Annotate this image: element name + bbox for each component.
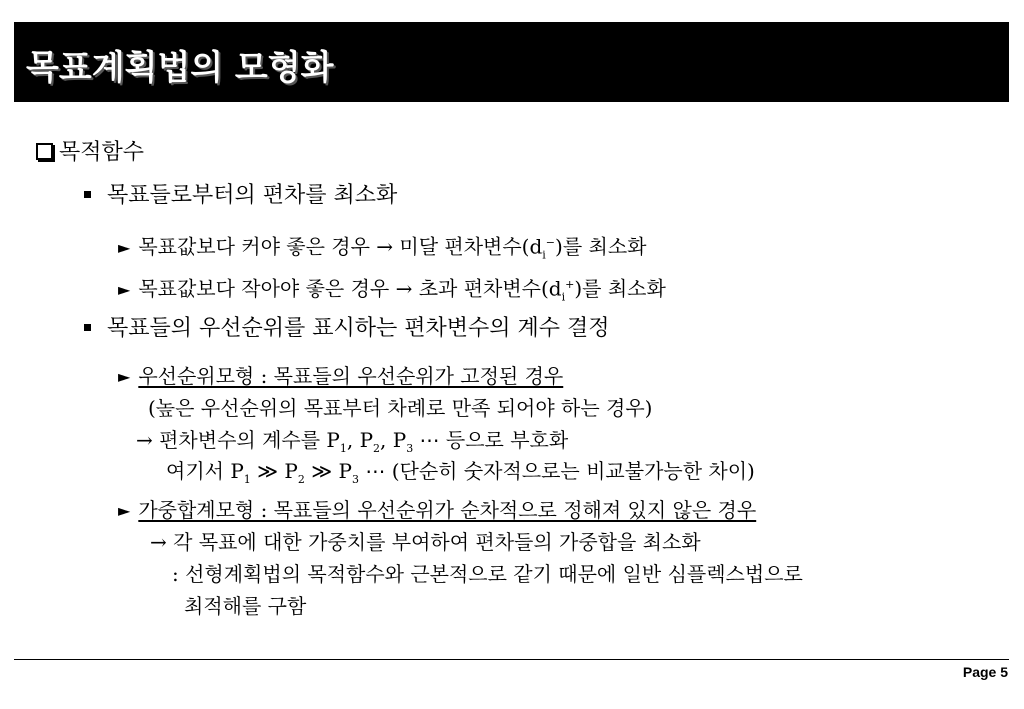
sub-bullet-1b-text: 목표값보다 작아야 좋은 경우 → 초과 편차변수(d [138, 276, 562, 301]
sub-bullet-1b-tail: )를 최소화 [574, 276, 666, 301]
subscript: 1 [339, 442, 347, 455]
checkbox-bullet-icon [36, 143, 53, 160]
weighted-model-text: 가중합계모형 : 목표들의 우선순위가 순차적으로 정해져 있지 않은 경우 [138, 498, 757, 522]
coef-tail: ⋯ 등으로 부호화 [413, 428, 569, 452]
subscript: 3 [406, 442, 414, 455]
sub-bullet-1a-tail: )를 최소화 [555, 234, 647, 259]
title-bar [14, 22, 1009, 102]
order-tail: ⋯ (단순히 숫자적으로는 비교불가능한 차이) [359, 459, 755, 483]
priority-note: (높은 우선순위의 목표부터 차례로 만족 되어야 하는 경우) [148, 396, 653, 420]
order-sep: ≫ P [304, 459, 352, 483]
weighted-explanation: → 각 목표에 대한 가중치를 부여하여 편차들의 가중합을 최소화 [150, 530, 701, 554]
bullet-2 [84, 316, 610, 342]
slide-title: 목표계획법의 모형화 [26, 48, 334, 88]
order-text: 여기서 P [166, 459, 244, 483]
priority-model-text: 우선순위모형 : 목표들의 우선순위가 고정된 경우 [138, 364, 564, 388]
pointer-icon: ► [118, 279, 131, 299]
weighted-reason: : 선형계획법의 목적함수와 근본적으로 같기 때문에 일반 심플렉스법으로 [172, 562, 803, 586]
subscript: i [542, 248, 546, 262]
footer-divider [14, 659, 1009, 660]
priority-order-line [166, 458, 755, 493]
subscript: i [561, 290, 566, 304]
superscript: + [565, 278, 575, 291]
superscript: − [545, 236, 556, 249]
priority-model-line [118, 363, 563, 390]
subscript: 2 [373, 442, 381, 455]
sub-bullet-1a-text: 목표값보다 커야 좋은 경우 → 미달 편차변수(d [138, 234, 543, 259]
subscript: 1 [243, 473, 251, 486]
weighted-result: 최적해를 구함 [184, 594, 307, 618]
bullet-1 [84, 183, 397, 209]
bullet-2-text: 목표들의 우선순위를 표시하는 편차변수의 계수 결정 [107, 316, 610, 341]
subscript: 2 [297, 473, 305, 486]
subscript: 3 [352, 473, 359, 486]
sub-bullet-1b [118, 272, 666, 311]
pointer-icon: ► [118, 501, 131, 520]
coef-sep: , P [380, 428, 407, 452]
coef-sep: , P [346, 428, 374, 452]
heading-line [36, 140, 144, 166]
pointer-icon: ► [118, 367, 131, 386]
page-number: Page 5 [962, 664, 1008, 680]
square-bullet-icon [84, 191, 91, 198]
heading-text: 목적함수 [59, 140, 145, 165]
pointer-icon: ► [118, 237, 131, 257]
weighted-model-line [118, 497, 756, 524]
bullet-1-text: 목표들로부터의 편차를 최소화 [107, 183, 398, 208]
coef-text: → 편차변수의 계수를 P [136, 428, 340, 452]
square-bullet-icon [84, 324, 91, 331]
sub-bullet-1a [118, 230, 646, 269]
priority-coefficient-line [136, 427, 568, 462]
order-sep: ≫ P [250, 459, 298, 483]
